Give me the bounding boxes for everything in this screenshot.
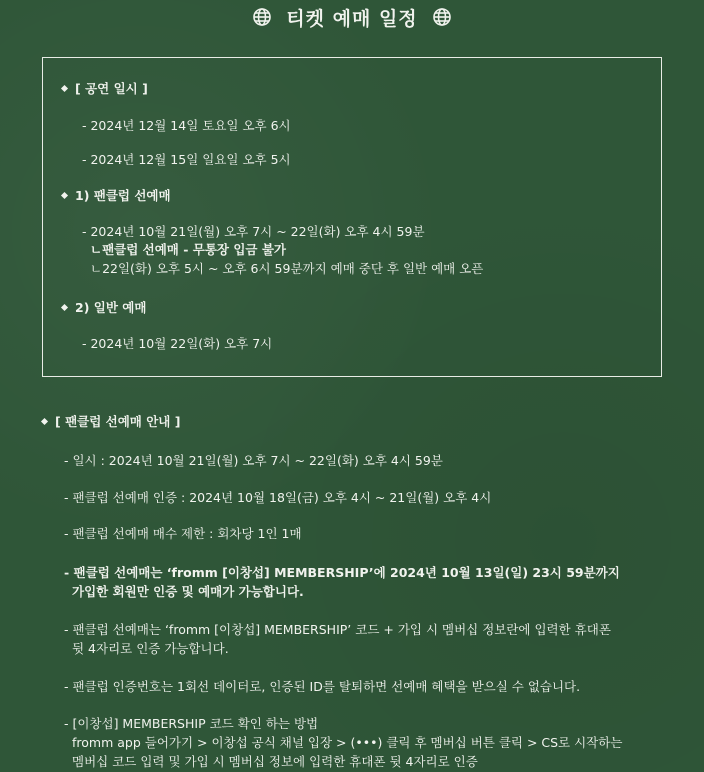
globe-icon <box>432 7 452 27</box>
page-title: 티켓 예매 일정 <box>286 7 418 30</box>
guide-item-4-line-2: 가입한 회원만 인증 및 예매가 가능합니다. <box>72 584 304 599</box>
general-heading: 2) 일반 예매 <box>62 298 146 316</box>
guide-item-7-line-1: - [이창섭] MEMBERSHIP 코드 확인 하는 방법 <box>64 716 319 731</box>
diamond-bullet-icon <box>41 418 48 425</box>
performance-date-1: - 2024년 12월 14일 토요일 오후 6시 <box>82 118 291 133</box>
fanclub-period: - 2024년 10월 21일(월) 오후 7시 ~ 22일(화) 오후 4시 59분 <box>82 224 425 239</box>
guide-item-7-line-3: 멤버십 코드 입력 및 가입 시 멤버십 정보에 입력한 휴대폰 뒷 4자리로 인증 <box>72 754 478 769</box>
performance-date-2: - 2024년 12월 15일 일요일 오후 5시 <box>82 152 291 167</box>
guide-item-5-line-1: - 팬클럽 선예매는 ‘fromm [이창섭] MEMBERSHIP’ 코드 + 가입 시 멤버십 정보란에 입력한 휴대폰 <box>64 622 611 637</box>
schedule-box <box>42 57 662 377</box>
guide-item-6: - 팬클럽 인증번호는 1회선 데이터로, 인증된 ID를 탈퇴하면 선예매 혜택을 받으실 수 없습니다. <box>64 679 581 694</box>
guide-heading: [ 팬클럽 선예매 안내 ] <box>42 412 180 430</box>
fanclub-note-2: ㄴ22일(화) 오후 5시 ~ 오후 6시 59분까지 예매 중단 후 일반 예매 오픈 <box>90 261 484 276</box>
guide-item-2: - 팬클럽 선예매 인증 : 2024년 10월 18일(금) 오후 4시 ~ 21일(월) 오후 4시 <box>64 490 492 505</box>
performance-heading: [ 공연 일시 ] <box>62 79 148 97</box>
guide-item-3: - 팬클럽 선예매 매수 제한 : 회차당 1인 1매 <box>64 526 302 541</box>
diamond-bullet-icon <box>61 85 68 92</box>
general-date: - 2024년 10월 22일(화) 오후 7시 <box>82 336 273 351</box>
fanclub-heading: 1) 팬클럽 선예매 <box>62 186 171 204</box>
page-title-row <box>0 0 704 34</box>
diamond-bullet-icon <box>61 304 68 311</box>
guide-item-5-line-2: 뒷 4자리로 인증 가능합니다. <box>72 641 229 656</box>
diamond-bullet-icon <box>61 192 68 199</box>
guide-item-4-line-1: - 팬클럽 선예매는 ‘fromm [이창섭] MEMBERSHIP’에 2024년 10월 13일(일) 23시 59분까지 <box>64 565 620 580</box>
guide-item-1: - 일시 : 2024년 10월 21일(월) 오후 7시 ~ 22일(화) 오후 4시 59분 <box>64 453 443 468</box>
guide-item-7-line-2: fromm app 들어가기 > 이창섭 공식 채널 입장 > (•••) 클릭 후 멤버십 버튼 클릭 > CS로 시작하는 <box>72 735 623 750</box>
fanclub-note-1: ㄴ팬클럽 선예매 - 무통장 입금 불가 <box>90 242 286 257</box>
globe-icon <box>252 7 272 27</box>
